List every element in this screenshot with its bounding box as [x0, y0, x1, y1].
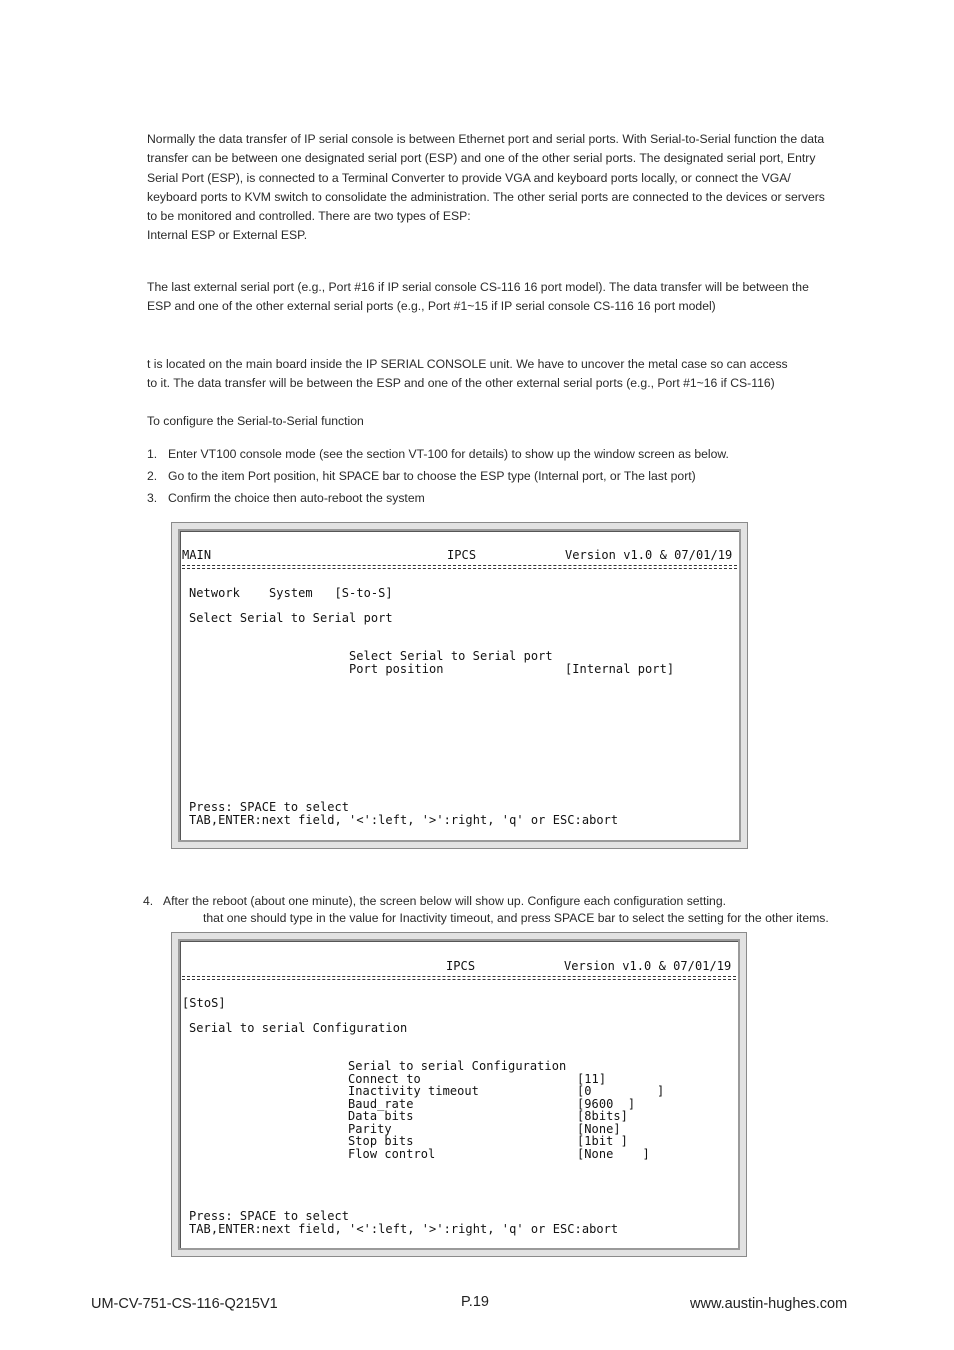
footer-doc-id: UM-CV-751-CS-116-Q215V1 — [91, 1296, 278, 1312]
list-item — [147, 446, 729, 468]
terminal-help-line: TAB,ENTER:next field, '<':left, '>':right, 'q' or ESC:abort — [189, 813, 619, 827]
terminal-divider — [182, 568, 737, 569]
port-position-label: Port position — [349, 662, 444, 676]
terminal-help-line: Press: SPACE to select — [189, 1209, 350, 1223]
step-number: 3. — [147, 491, 158, 505]
parity-label: Parity — [348, 1122, 392, 1136]
stop-bits-field[interactable]: [1bit ] — [577, 1134, 628, 1148]
list-item — [147, 490, 729, 512]
terminal-header-center: IPCS — [447, 548, 477, 562]
intro-line: transfer can be between one designated serial port (ESP) and one of the other serial ports. The designated serial port, Entry — [147, 151, 816, 166]
intro-line: Normally the data transfer of IP serial console is between Ethernet port and serial ports. With Serial-to-Serial function the data — [147, 132, 825, 146]
terminal-divider — [182, 979, 736, 980]
step-note: that one should type in the value for Inactivity timeout, and press SPACE bar to select the setting for the other items. — [203, 911, 829, 925]
internal-line: t is located on the main board inside the IP SERIAL CONSOLE unit. We have to uncover the metal case so can access — [147, 357, 788, 371]
baud-rate-label: Baud_rate — [348, 1097, 414, 1111]
inactivity-timeout-label: Inactivity timeout — [348, 1084, 479, 1098]
terminal-help-line: Press: SPACE to select — [189, 800, 350, 814]
stop-bits-label: Stop bits — [348, 1134, 414, 1148]
configure-heading: To configure the Serial-to-Serial function — [147, 414, 364, 428]
step-4 — [143, 893, 858, 927]
step-number: 4. — [143, 894, 154, 908]
footer-website: www.austin-hughes.com — [690, 1296, 848, 1312]
flow-control-field[interactable]: [None ] — [577, 1147, 650, 1161]
external-line: The last external serial port (e.g., Port #16 if IP serial console CS-116 16 port model). The data transfer will be between the — [147, 280, 809, 294]
intro-line: Internal ESP or External ESP. — [147, 228, 308, 243]
terminal-menu[interactable]: Network System [S-to-S] — [189, 586, 393, 600]
external-esp-paragraph — [147, 278, 862, 317]
step-text: Confirm the choice then auto-reboot the system — [168, 491, 425, 505]
step-number: 2. — [147, 469, 158, 483]
terminal-header-right: Version v1.0 & 07/01/19 — [565, 548, 733, 562]
terminal-subtitle: Select Serial to Serial port — [189, 611, 393, 625]
internal-esp-paragraph — [147, 355, 862, 394]
terminal-screenshot-main — [171, 522, 748, 849]
terminal-screen — [178, 529, 741, 842]
terminal-divider — [182, 976, 736, 977]
connect-to-field[interactable]: [11] — [577, 1072, 607, 1086]
step-text: Enter VT100 console mode (see the section VT-100 for details) to show up the window screen as below. — [168, 447, 729, 461]
terminal-section: [StoS] — [182, 996, 226, 1010]
intro-line: to be monitored and controlled. There are two types of ESP: — [147, 209, 471, 224]
terminal-form-title: Select Serial to Serial port — [349, 649, 553, 663]
inactivity-timeout-field[interactable]: [0 ] — [577, 1084, 665, 1098]
external-line: ESP and one of the other external serial ports (e.g., Port #1~15 if IP serial console CS-116 16 port model) — [147, 299, 716, 314]
data-bits-field[interactable]: [8bits] — [577, 1109, 628, 1123]
intro-line: keyboard ports to KVM switch to consolidate the administration. The other serial ports are connected to the devices or servers — [147, 189, 825, 204]
parity-field[interactable]: [None] — [577, 1122, 621, 1136]
terminal-divider — [182, 565, 737, 566]
step-number: 1. — [147, 447, 158, 461]
list-item — [143, 893, 858, 910]
terminal-subtitle: Serial to serial Configuration — [189, 1021, 408, 1035]
step-text: Go to the item Port position, hit SPACE bar to choose the ESP type (Internal port, or The last port) — [168, 469, 696, 483]
terminal-form-title: Serial to serial Configuration — [348, 1059, 567, 1073]
terminal-header-right: Version v1.0 & 07/01/19 — [564, 959, 732, 973]
terminal-screenshot-stos — [171, 932, 747, 1257]
footer-page-number: P.19 — [461, 1294, 489, 1310]
internal-line: to it. The data transfer will be between the ESP and one of the other external serial ports (e.g., Port #1~16 if CS-116) — [147, 376, 775, 391]
port-position-field[interactable]: [Internal port] — [565, 662, 675, 676]
terminal-header-left: MAIN — [182, 548, 212, 562]
connect-to-label: Connect to — [348, 1072, 421, 1086]
intro-line: Serial Port (ESP), is connected to a Terminal Converter to provide VGA and keyboard ports locally, or connect the VGA/ — [147, 170, 791, 185]
step-text: After the reboot (about one minute), the screen below will show up. Configure each configuration setting. — [163, 894, 726, 908]
steps-list — [147, 446, 729, 512]
intro-paragraph — [147, 130, 862, 246]
list-item — [147, 468, 729, 490]
terminal-header-center: IPCS — [446, 959, 476, 973]
baud-rate-field[interactable]: [9600 ] — [577, 1097, 636, 1111]
terminal-help-line: TAB,ENTER:next field, '<':left, '>':right, 'q' or ESC:abort — [189, 1222, 619, 1236]
data-bits-label: Data bits — [348, 1109, 414, 1123]
flow-control-label: Flow control — [348, 1147, 436, 1161]
terminal-screen — [178, 939, 740, 1250]
